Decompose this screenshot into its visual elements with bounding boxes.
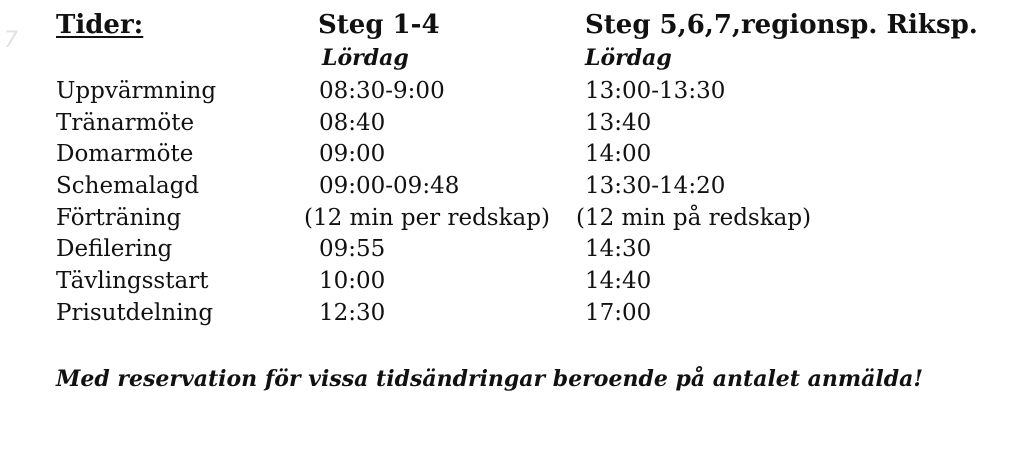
time-steg-1-4: 09:00-09:48 [319,173,460,200]
schedule-table [56,76,956,330]
schedule-row [56,108,956,140]
time-steg-5-7: 17:00 [585,299,652,326]
schedule-row [56,266,956,298]
time-steg-5-7: 13:40 [585,109,652,136]
time-steg-5-7: 14:00 [585,141,652,168]
activity-label: Defilering [56,236,173,263]
activity-label: Domarmöte [56,141,194,168]
time-steg-1-4: 09:00 [319,141,386,168]
schedule-row [56,298,956,330]
time-steg-1-4: 08:30-9:00 [319,78,445,104]
column-header-steg-1-4: Steg 1-4 [318,10,440,40]
time-steg-5-7: 13:30-14:20 [585,173,726,200]
time-steg-5-7: 13:00-13:30 [585,78,726,104]
section-title: Tider: [56,10,144,40]
page-number: 7 [4,28,20,53]
time-steg-1-4: 09:55 [319,236,386,263]
time-steg-1-4: (12 min per redskap) [304,204,550,231]
day-label-steg-1-4: Lördag [322,45,409,71]
activity-label: Tävlingsstart [56,268,209,295]
time-steg-1-4: 12:30 [319,299,386,326]
activity-label: Förträning [56,204,182,231]
activity-label: Uppvärmning [56,78,217,104]
day-label-steg-5-7: Lördag [585,45,672,71]
schedule-row [56,76,956,108]
schedule-row [56,139,956,171]
time-steg-1-4: 10:00 [319,268,386,295]
activity-label: Schemalagd [56,173,200,200]
activity-label: Prisutdelning [56,299,214,326]
column-header-steg-5-7: Steg 5,6,7,regionsp. Riksp. [585,10,978,40]
time-steg-5-7: (12 min på redskap) [576,204,812,231]
time-steg-5-7: 14:30 [585,236,652,263]
schedule-row [56,234,956,266]
schedule-row [56,203,956,235]
activity-label: Tränarmöte [56,109,195,136]
schedule-row [56,171,956,203]
time-steg-1-4: 08:40 [319,109,386,136]
time-steg-5-7: 14:40 [585,268,652,295]
reservation-note: Med reservation för vissa tidsändringar beroende på antalet anmälda! [56,366,924,392]
